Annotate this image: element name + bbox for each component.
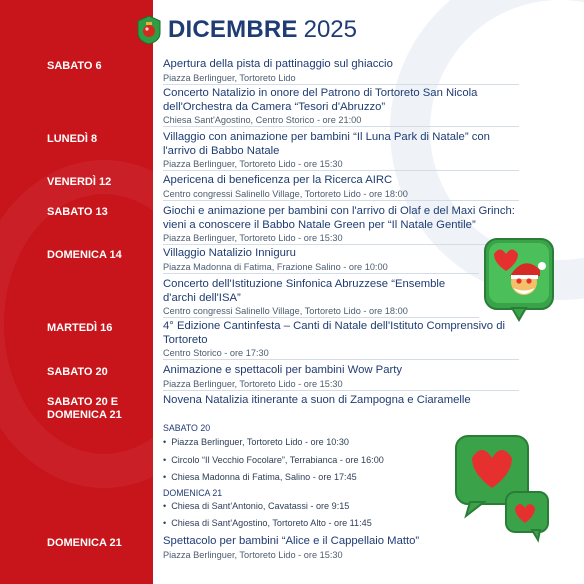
event-day: DOMENICA 14 bbox=[47, 249, 122, 261]
page-header bbox=[136, 15, 357, 45]
hearts-chat-bubble-icon bbox=[452, 432, 552, 544]
event-item bbox=[163, 205, 519, 245]
event-title: 4° Edizione Cantinfesta – Canti di Natale dell'Istituto Comprensivo di Tortoreto bbox=[163, 320, 505, 346]
event-place: Piazza Berlinguer, Tortoreto Lido - ore 15:30 bbox=[163, 159, 343, 169]
event-title: Concerto Natalizio in onore del Patrono di Tortoreto San Nicola dell'Orchestra da Camera “Tesori d'Abruzzo” bbox=[163, 87, 478, 113]
event-item bbox=[163, 58, 519, 85]
event-place: Chiesa Sant'Agostino, Centro Storico - ore 21:00 bbox=[163, 115, 362, 125]
event-day: DOMENICA 21 bbox=[47, 537, 122, 549]
page-title: DICEMBRE bbox=[168, 16, 298, 43]
page-year: 2025 bbox=[303, 16, 357, 43]
novena-stop: • Chiesa di Sant'Antonio, Cavatassi - ore 9:15 bbox=[163, 501, 349, 511]
santa-chat-bubble-icon bbox=[482, 236, 556, 326]
event-place: Centro Storico - ore 17:30 bbox=[163, 348, 269, 358]
event-title: Apericena di beneficenza per la Ricerca AIRC bbox=[163, 174, 393, 186]
event-title: Giochi e animazione per bambini con l'arrivo di Olaf e del Maxi Grinch: vieni a conoscere il Babbo Natale Green per “Il Natale Gentile” bbox=[163, 205, 515, 231]
event-place: Piazza Berlinguer, Tortoreto Lido bbox=[163, 72, 296, 83]
event-item bbox=[163, 174, 519, 201]
event-day: SABATO 6 bbox=[47, 60, 102, 72]
christmas-ornament-icon bbox=[136, 15, 162, 45]
event-title: Concerto dell'Istituzione Sinfonica Abruzzese “Ensemble d'archi dell'ISA” bbox=[163, 278, 446, 304]
event-item bbox=[163, 278, 479, 318]
event-day: MARTEDÌ 16 bbox=[47, 322, 113, 334]
event-title: Apertura della pista di pattinaggio sul ghiaccio bbox=[163, 58, 393, 70]
event-item bbox=[163, 394, 519, 408]
event-title: Villaggio Natalizio Inniguru bbox=[163, 247, 296, 259]
novena-sun-label: DOMENICA 21 bbox=[163, 488, 223, 498]
event-item bbox=[163, 247, 479, 274]
event-item bbox=[163, 320, 519, 360]
novena-stop: • Piazza Berlinguer, Tortoreto Lido - ore 10:30 bbox=[163, 437, 349, 447]
novena-stop: • Circolo “Il Vecchio Focolare”, Terrabianca - ore 16:00 bbox=[163, 455, 384, 465]
event-title: Villaggio con animazione per bambini “Il Luna Park di Natale” con l'arrivo di Babbo Natale bbox=[163, 131, 490, 157]
novena-stop: • Chiesa Madonna di Fatima, Salino - ore 17:45 bbox=[163, 472, 357, 482]
event-day: SABATO 20 E DOMENICA 21 bbox=[47, 396, 122, 421]
novena-stop: • Chiesa di Sant'Agostino, Tortoreto Alto - ore 11:45 bbox=[163, 518, 372, 528]
event-place: Piazza Berlinguer, Tortoreto Lido - ore 15:30 bbox=[163, 549, 343, 560]
event-place: Centro congressi Salinello Village, Tortoreto Lido - ore 18:00 bbox=[163, 306, 408, 316]
event-place: Piazza Madonna di Fatima, Frazione Salino - ore 10:00 bbox=[163, 261, 388, 272]
event-day: SABATO 20 bbox=[47, 366, 108, 378]
event-item bbox=[163, 131, 519, 171]
event-place: Piazza Berlinguer, Tortoreto Lido - ore 15:30 bbox=[163, 233, 343, 243]
event-item bbox=[163, 87, 519, 127]
event-item bbox=[163, 364, 519, 391]
event-title: Spettacolo per bambini “Alice e il Cappellaio Matto” bbox=[163, 535, 420, 547]
left-date-column bbox=[0, 0, 153, 584]
event-day: SABATO 13 bbox=[47, 206, 108, 218]
novena-sat-label: SABATO 20 bbox=[163, 423, 211, 433]
event-place: Centro congressi Salinello Village, Tortoreto Lido - ore 18:00 bbox=[163, 188, 408, 199]
event-title: Animazione e spettacoli per bambini Wow Party bbox=[163, 364, 403, 376]
event-place: Piazza Berlinguer, Tortoreto Lido - ore 15:30 bbox=[163, 378, 343, 389]
event-day: VENERDÌ 12 bbox=[47, 176, 112, 188]
event-title: Novena Natalizia itinerante a suon di Zampogna e Ciaramelle bbox=[163, 394, 471, 406]
event-day: LUNEDÌ 8 bbox=[47, 133, 98, 145]
